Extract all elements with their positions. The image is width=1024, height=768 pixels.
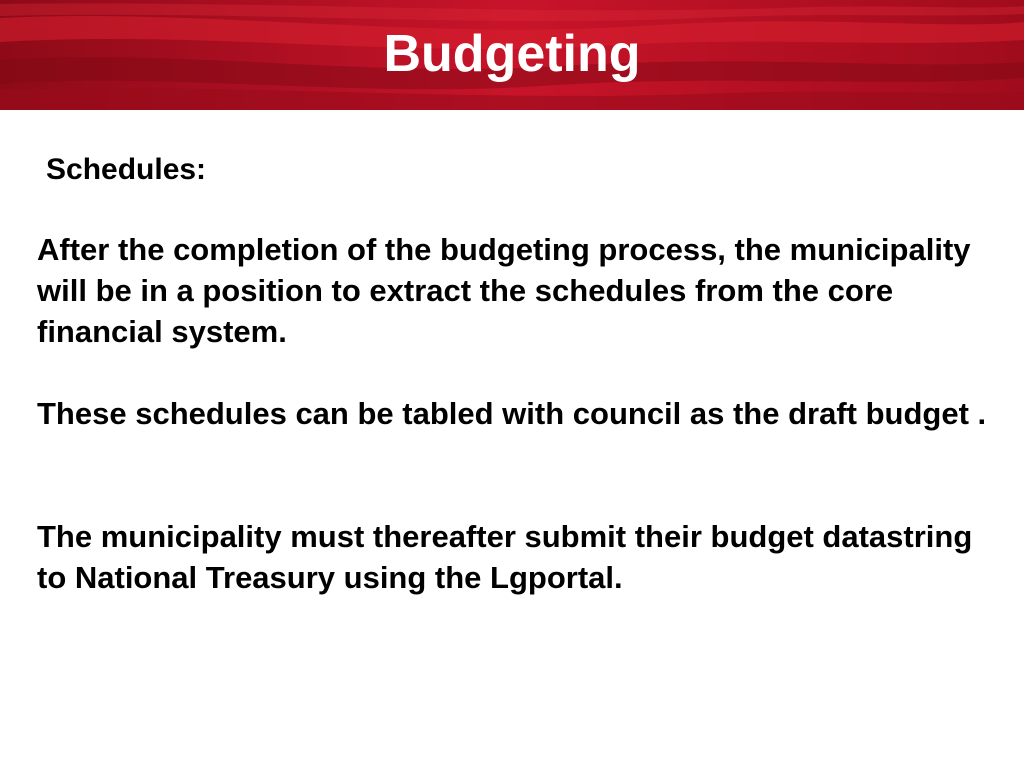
paragraph-submit: The municipality must thereafter submit their budget datastring to National Treasury using the Lgportal. [37,519,973,595]
paragraph-tabled: These schedules can be tabled with council as the draft budget . [37,396,987,431]
paragraph-completion: After the completion of the budgeting process, the municipality will be in a position to extract the schedules from the core financial system. [37,232,971,349]
title-banner [0,0,1024,110]
slide-title: Budgeting [383,25,641,83]
section-heading: Schedules: [46,153,207,186]
